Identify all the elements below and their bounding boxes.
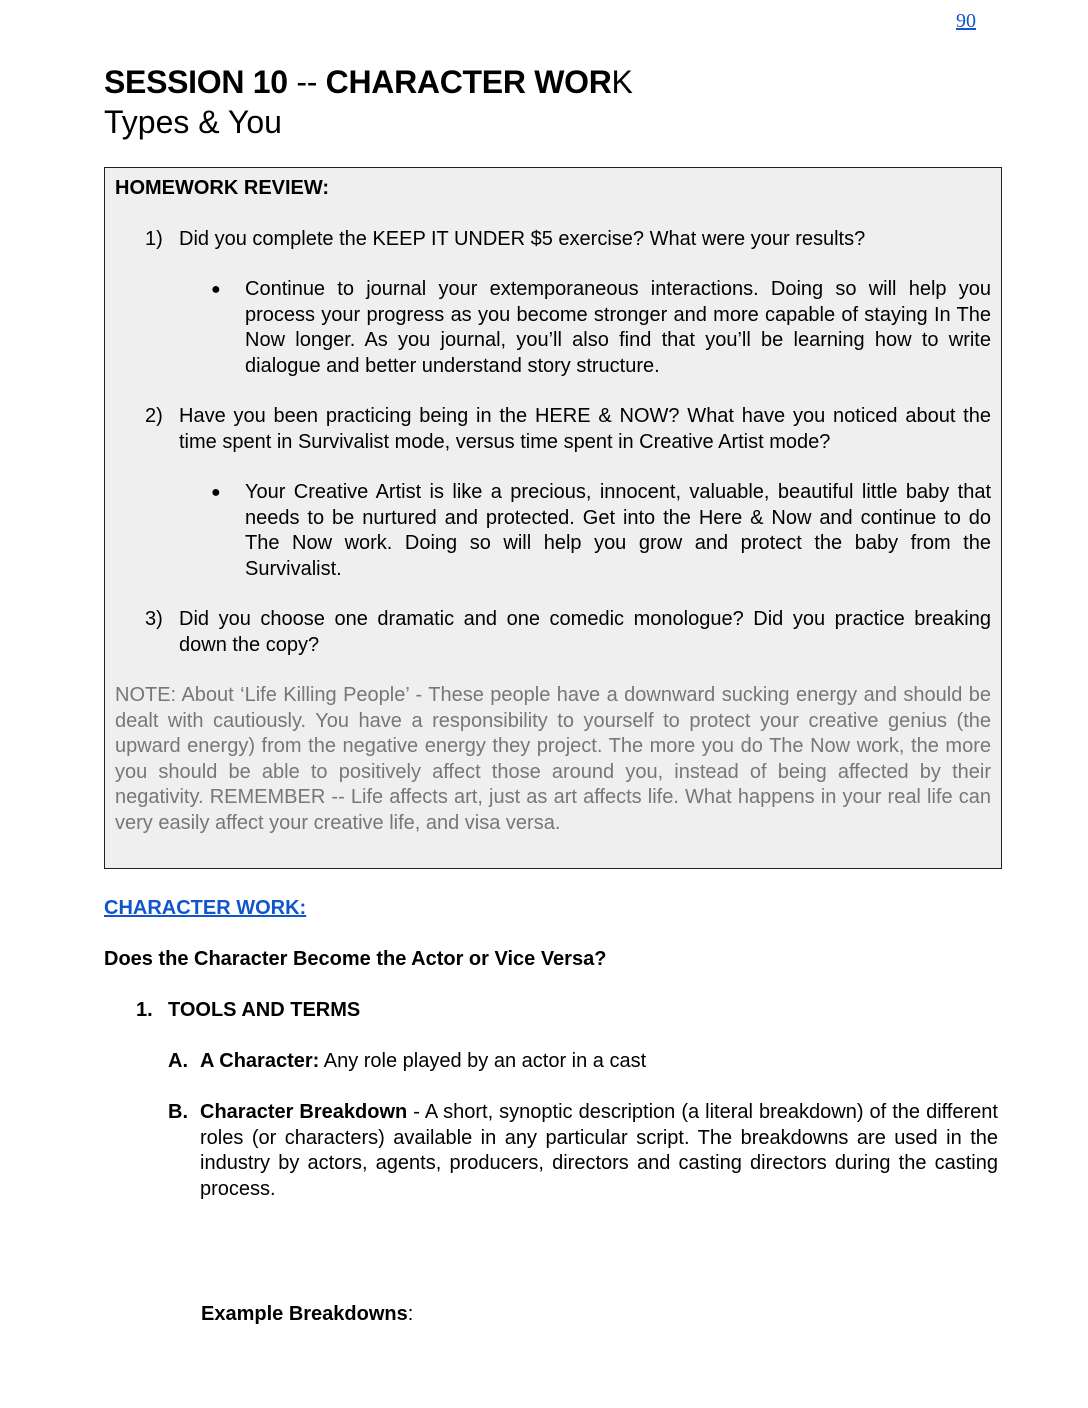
review-item-3 xyxy=(145,607,991,658)
term-text xyxy=(200,1049,998,1075)
term-definition: - A short, synoptic description (a literal breakdown) of the different roles (or characters) available in any particular script. The breakdowns are used in the industry by actors, agents, producers, directors and casting directors during the casting process. xyxy=(200,1101,998,1200)
review-item-number: 3) xyxy=(145,608,163,630)
review-item-text: Did you complete the KEEP IT UNDER $5 exercise? What were your results? xyxy=(179,227,866,250)
bullet-icon: ● xyxy=(211,281,221,298)
example-label: Example Breakdowns xyxy=(201,1303,408,1325)
page-title xyxy=(104,62,633,102)
character-work-link[interactable]: CHARACTER WORK: xyxy=(104,897,307,919)
review-item-2 xyxy=(145,404,991,455)
tools-and-terms-heading xyxy=(136,999,360,1022)
review-bullet-text: Your Creative Artist is like a precious, innocent, valuable, beautiful little baby that needs to be nurtured and protected. Get into the Here & Now and continue to do The Now work. Doing so will help you grow and protect the baby from the Survivalist. xyxy=(245,481,991,580)
term-item-b xyxy=(168,1100,998,1202)
homework-review-heading: HOMEWORK REVIEW: xyxy=(115,177,330,199)
page-number[interactable]: 90 xyxy=(956,10,976,32)
term-item-a xyxy=(168,1049,998,1075)
review-bullet-1 xyxy=(209,277,991,379)
term-letter: A. xyxy=(168,1050,188,1072)
tools-number: 1. xyxy=(136,999,153,1021)
term-name: A Character: xyxy=(200,1050,320,1072)
review-note: NOTE: About ‘Life Killing People’ - These people have a downward sucking energy and should be dealt with cautiously. You have a responsibility to yourself to protect your creative genius (the upward energy) from the negative energy they project. The more you do The Now work, the more you should be able to positively affect those around you, instead of being affected by their negativity. REMEMBER -- Life affects art, just as art affects life. What happens in your real life can very easily affect your creative life, and visa versa. xyxy=(115,684,991,834)
review-item-text: Did you choose one dramatic and one comedic monologue? Did you practice breaking down the copy? xyxy=(179,608,991,656)
page-subtitle: Types & You xyxy=(104,104,282,140)
term-text xyxy=(200,1100,998,1202)
review-item-1 xyxy=(145,227,991,253)
review-item-number: 2) xyxy=(145,405,163,427)
term-definition: Any role played by an actor in a cast xyxy=(319,1050,647,1072)
review-item-number: 1) xyxy=(145,227,163,250)
title-session: SESSION 10 xyxy=(104,64,288,100)
term-name: Character Breakdown xyxy=(200,1101,408,1123)
example-colon: : xyxy=(407,1303,414,1325)
tools-label: TOOLS AND TERMS xyxy=(168,999,361,1021)
homework-review-box xyxy=(104,167,1002,869)
title-character: CHARACTER WOR xyxy=(325,64,612,100)
example-breakdowns-label xyxy=(201,1303,413,1326)
title-last-letter: K xyxy=(611,64,633,100)
review-bullet-text: Continue to journal your extemporaneous interactions. Doing so will help you process your progress as you become stronger and more capable of staying In The Now longer. As you journal, you’ll also find that you’ll be learning how to write dialogue and better understand story structure. xyxy=(245,278,991,377)
review-item-text: Have you been practicing being in the HERE & NOW? What have you noticed about the time spent in Survivalist mode, versus time spent in Creative Artist mode? xyxy=(179,405,991,453)
bullet-icon: ● xyxy=(211,484,221,501)
title-block xyxy=(104,62,633,142)
term-letter: B. xyxy=(168,1101,188,1123)
title-separator: -- xyxy=(287,64,326,100)
character-question: Does the Character Become the Actor or Vice Versa? xyxy=(104,948,607,970)
review-bullet-2 xyxy=(209,480,991,582)
